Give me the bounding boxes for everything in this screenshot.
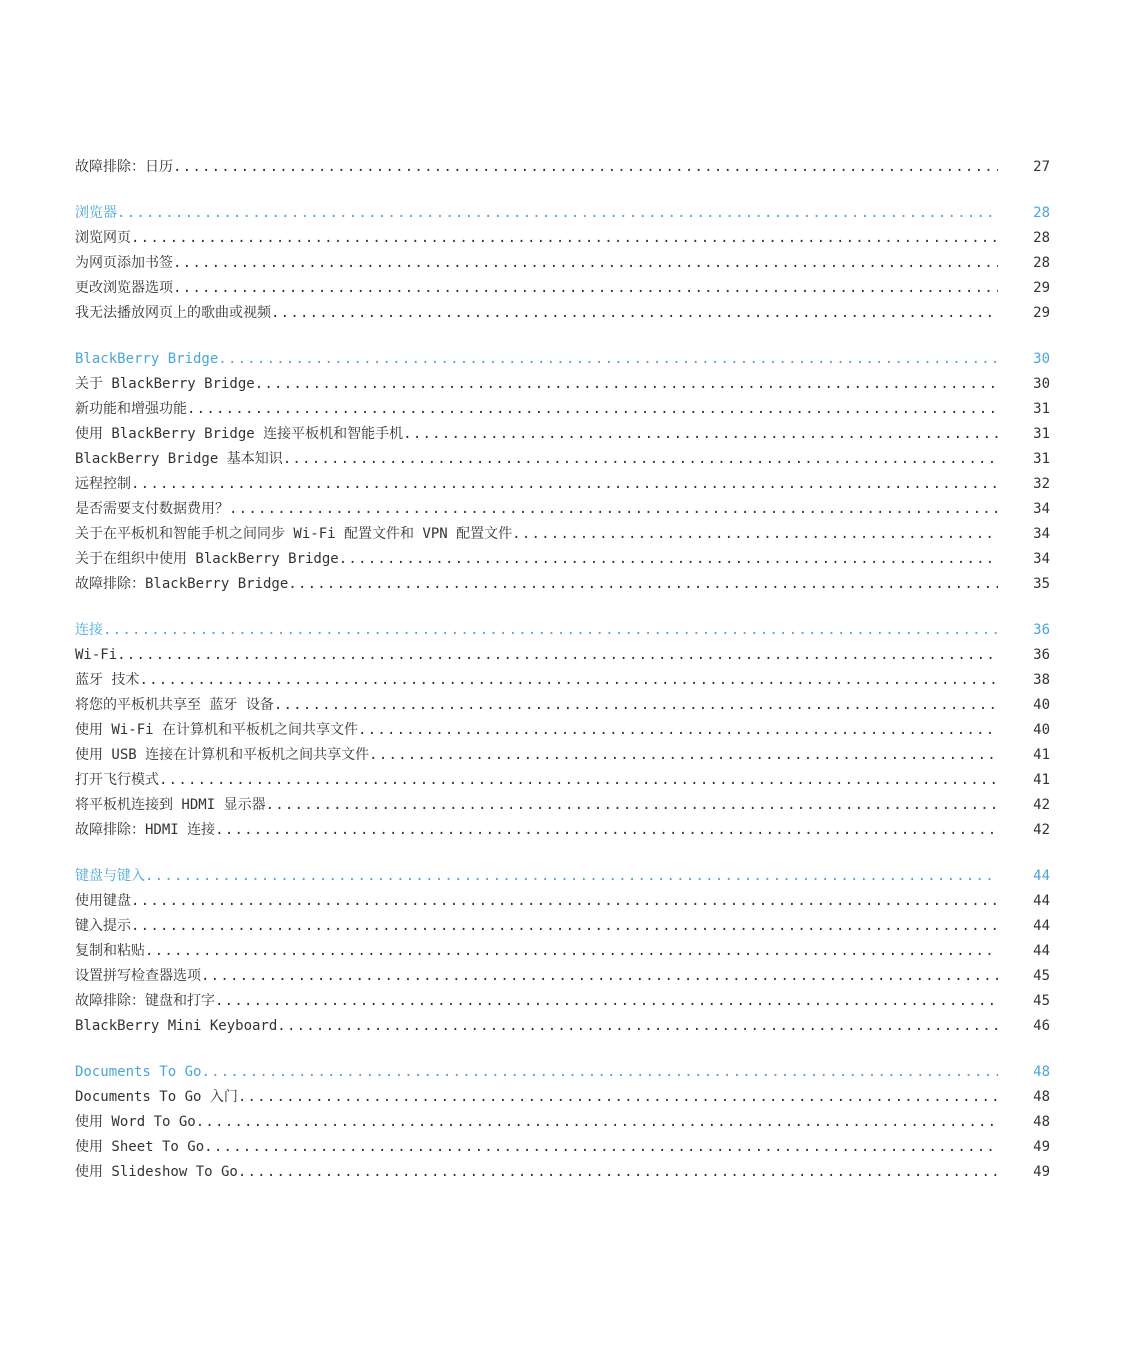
- toc-entry[interactable]: [75, 643, 1050, 668]
- toc-page-number: 28: [1033, 230, 1050, 246]
- toc-page-number: 27: [1033, 159, 1050, 175]
- toc-entry-title: Wi-Fi: [75, 647, 118, 663]
- dot-leader: [229, 497, 998, 522]
- toc-entry[interactable]: [75, 1160, 1050, 1185]
- toc-entry[interactable]: [75, 989, 1050, 1014]
- dot-leader: [117, 643, 998, 668]
- toc-section: [75, 201, 1050, 326]
- toc-page-number: 30: [1033, 376, 1050, 392]
- toc-entry[interactable]: [75, 1085, 1050, 1110]
- toc-section-heading[interactable]: [75, 864, 1050, 889]
- toc-section-heading[interactable]: [75, 618, 1050, 643]
- toc-page-number: 40: [1033, 697, 1050, 713]
- toc-entry-title: 关于在平板机和智能手机之间同步 Wi-Fi 配置文件和 VPN 配置文件: [75, 526, 513, 542]
- toc-entry[interactable]: [75, 301, 1050, 326]
- toc-entry[interactable]: [75, 964, 1050, 989]
- toc-entry-title: Documents To Go 入门: [75, 1089, 238, 1105]
- toc-entry-title: 蓝牙 技术: [75, 672, 140, 688]
- toc-page-number: 44: [1033, 868, 1050, 884]
- toc-page-number: 41: [1033, 772, 1050, 788]
- toc-entry[interactable]: [75, 793, 1050, 818]
- toc-section-heading[interactable]: [75, 1060, 1050, 1085]
- toc-page-number: 45: [1033, 993, 1050, 1009]
- toc-entry-title: 故障排除：BlackBerry Bridge: [75, 576, 289, 592]
- toc-entry[interactable]: [75, 889, 1050, 914]
- toc-page-number: 42: [1033, 822, 1050, 838]
- dot-leader: [255, 372, 998, 397]
- toc-section: [75, 618, 1050, 843]
- toc-entry[interactable]: [75, 397, 1050, 422]
- toc-section: [75, 864, 1050, 1039]
- toc-page-number: 48: [1033, 1064, 1050, 1080]
- toc-entry-title: 打开飞行模式: [75, 772, 159, 788]
- toc-entry-title: 故障排除：日历: [75, 159, 173, 175]
- dot-leader: [283, 447, 998, 472]
- toc-page-number: 48: [1033, 1114, 1050, 1130]
- toc-entry-title: 故障排除：HDMI 连接: [75, 822, 216, 838]
- toc-entry[interactable]: [75, 818, 1050, 843]
- toc-entry[interactable]: [75, 276, 1050, 301]
- toc-entry[interactable]: [75, 914, 1050, 939]
- toc-page-number: 48: [1033, 1089, 1050, 1105]
- dot-leader: [173, 155, 998, 180]
- toc-entry-title: 将平板机连接到 HDMI 显示器: [75, 797, 266, 813]
- toc-page-number: 28: [1033, 205, 1050, 221]
- toc-page-number: 44: [1033, 918, 1050, 934]
- toc-entry-title: 使用 Wi-Fi 在计算机和平板机之间共享文件: [75, 722, 358, 738]
- toc-entry[interactable]: [75, 718, 1050, 743]
- toc-page-number: 38: [1033, 672, 1050, 688]
- dot-leader: [145, 939, 998, 964]
- toc-page-number: 35: [1033, 576, 1050, 592]
- toc-page-number: 30: [1033, 351, 1050, 367]
- toc-entry-title: 我无法播放网页上的歌曲或视频: [75, 305, 271, 321]
- toc-entry[interactable]: [75, 422, 1050, 447]
- toc-entry-title: 键盘与键入: [75, 868, 145, 884]
- toc-entry[interactable]: [75, 743, 1050, 768]
- toc-page-number: 49: [1033, 1139, 1050, 1155]
- toc-page-number: 28: [1033, 255, 1050, 271]
- dot-leader: [201, 964, 998, 989]
- toc-entry-title: 使用 USB 连接在计算机和平板机之间共享文件: [75, 747, 370, 763]
- dot-leader: [238, 1085, 998, 1110]
- toc-page-number: 49: [1033, 1164, 1050, 1180]
- toc-entry[interactable]: [75, 155, 1050, 180]
- toc-section: [75, 347, 1050, 597]
- toc-entry[interactable]: [75, 372, 1050, 397]
- toc-page-number: 36: [1033, 622, 1050, 638]
- dot-leader: [271, 301, 998, 326]
- toc-page-number: 34: [1033, 501, 1050, 517]
- toc-page-number: 41: [1033, 747, 1050, 763]
- toc-entry[interactable]: [75, 572, 1050, 597]
- toc-entry-title: 设置拼写检查器选项: [75, 968, 201, 984]
- toc-entry[interactable]: [75, 497, 1050, 522]
- toc-entry[interactable]: [75, 547, 1050, 572]
- table-of-contents: [75, 155, 1050, 1206]
- dot-leader: [131, 472, 998, 497]
- dot-leader: [159, 768, 998, 793]
- toc-entry-title: 使用 Sheet To Go: [75, 1139, 205, 1155]
- toc-page-number: 34: [1033, 526, 1050, 542]
- dot-leader: [173, 251, 998, 276]
- toc-entry-title: 键入提示: [75, 918, 131, 934]
- dot-leader: [145, 864, 998, 889]
- dot-leader: [215, 818, 998, 843]
- toc-entry-title: 连接: [75, 622, 103, 638]
- toc-entry-title: 关于 BlackBerry Bridge: [75, 376, 255, 392]
- toc-page-number: 31: [1033, 451, 1050, 467]
- toc-page-number: 42: [1033, 797, 1050, 813]
- toc-entry-title: 关于在组织中使用 BlackBerry Bridge: [75, 551, 339, 567]
- toc-page-number: 34: [1033, 551, 1050, 567]
- dot-leader: [117, 201, 998, 226]
- toc-entry-title: 将您的平板机共享至 蓝牙 设备: [75, 697, 274, 713]
- dot-leader: [288, 572, 998, 597]
- toc-page-number: 32: [1033, 476, 1050, 492]
- dot-leader: [131, 226, 998, 251]
- toc-entry-title: 浏览网页: [75, 230, 131, 246]
- toc-entry-title: 更改浏览器选项: [75, 280, 173, 296]
- dot-leader: [238, 1160, 998, 1185]
- dot-leader: [103, 618, 998, 643]
- toc-entry[interactable]: [75, 768, 1050, 793]
- dot-leader: [215, 989, 998, 1014]
- toc-entry-title: 复制和粘贴: [75, 943, 145, 959]
- toc-entry[interactable]: [75, 1135, 1050, 1160]
- toc-page-number: 44: [1033, 943, 1050, 959]
- toc-entry-title: BlackBerry Mini Keyboard: [75, 1018, 278, 1034]
- toc-entry-title: 故障排除：键盘和打字: [75, 993, 215, 1009]
- toc-entry[interactable]: [75, 1110, 1050, 1135]
- toc-entry[interactable]: [75, 251, 1050, 276]
- toc-entry[interactable]: [75, 939, 1050, 964]
- toc-entry-title: 为网页添加书签: [75, 255, 173, 271]
- toc-entry-title: 远程控制: [75, 476, 131, 492]
- toc-entry[interactable]: [75, 447, 1050, 472]
- toc-section-heading[interactable]: [75, 201, 1050, 226]
- dot-leader: [201, 1060, 998, 1085]
- toc-section-heading[interactable]: [75, 347, 1050, 372]
- toc-entry-title: 浏览器: [75, 205, 117, 221]
- toc-entry[interactable]: [75, 226, 1050, 251]
- toc-section: [75, 155, 1050, 180]
- toc-entry-title: 使用键盘: [75, 893, 131, 909]
- toc-page-number: 29: [1033, 280, 1050, 296]
- dot-leader: [131, 914, 998, 939]
- dot-leader: [277, 1014, 998, 1039]
- toc-entry[interactable]: [75, 472, 1050, 497]
- dot-leader: [403, 422, 998, 447]
- toc-entry[interactable]: [75, 522, 1050, 547]
- dot-leader: [187, 397, 998, 422]
- toc-entry-title: 使用 Word To Go: [75, 1114, 196, 1130]
- toc-page-number: 46: [1033, 1018, 1050, 1034]
- toc-page-number: 31: [1033, 401, 1050, 417]
- toc-entry-title: 使用 Slideshow To Go: [75, 1164, 238, 1180]
- dot-leader: [218, 347, 998, 372]
- toc-page-number: 36: [1033, 647, 1050, 663]
- toc-entry-title: Documents To Go: [75, 1064, 202, 1080]
- toc-page-number: 31: [1033, 426, 1050, 442]
- toc-entry-title: BlackBerry Bridge: [75, 351, 219, 367]
- toc-page-number: 29: [1033, 305, 1050, 321]
- dot-leader: [139, 668, 998, 693]
- toc-entry[interactable]: [75, 668, 1050, 693]
- dot-leader: [358, 718, 998, 743]
- dot-leader: [274, 693, 998, 718]
- toc-entry[interactable]: [75, 1014, 1050, 1039]
- dot-leader: [196, 1110, 998, 1135]
- dot-leader: [339, 547, 998, 572]
- toc-entry[interactable]: [75, 693, 1050, 718]
- toc-page-number: 44: [1033, 893, 1050, 909]
- dot-leader: [266, 793, 998, 818]
- toc-entry-title: 是否需要支付数据费用？: [75, 501, 229, 517]
- dot-leader: [131, 889, 998, 914]
- dot-leader: [369, 743, 998, 768]
- dot-leader: [173, 276, 998, 301]
- toc-entry-title: BlackBerry Bridge 基本知识: [75, 451, 283, 467]
- toc-entry-title: 使用 BlackBerry Bridge 连接平板机和智能手机: [75, 426, 404, 442]
- toc-page-number: 45: [1033, 968, 1050, 984]
- toc-entry-title: 新功能和增强功能: [75, 401, 187, 417]
- dot-leader: [204, 1135, 998, 1160]
- toc-page-number: 40: [1033, 722, 1050, 738]
- dot-leader: [512, 522, 998, 547]
- toc-section: [75, 1060, 1050, 1185]
